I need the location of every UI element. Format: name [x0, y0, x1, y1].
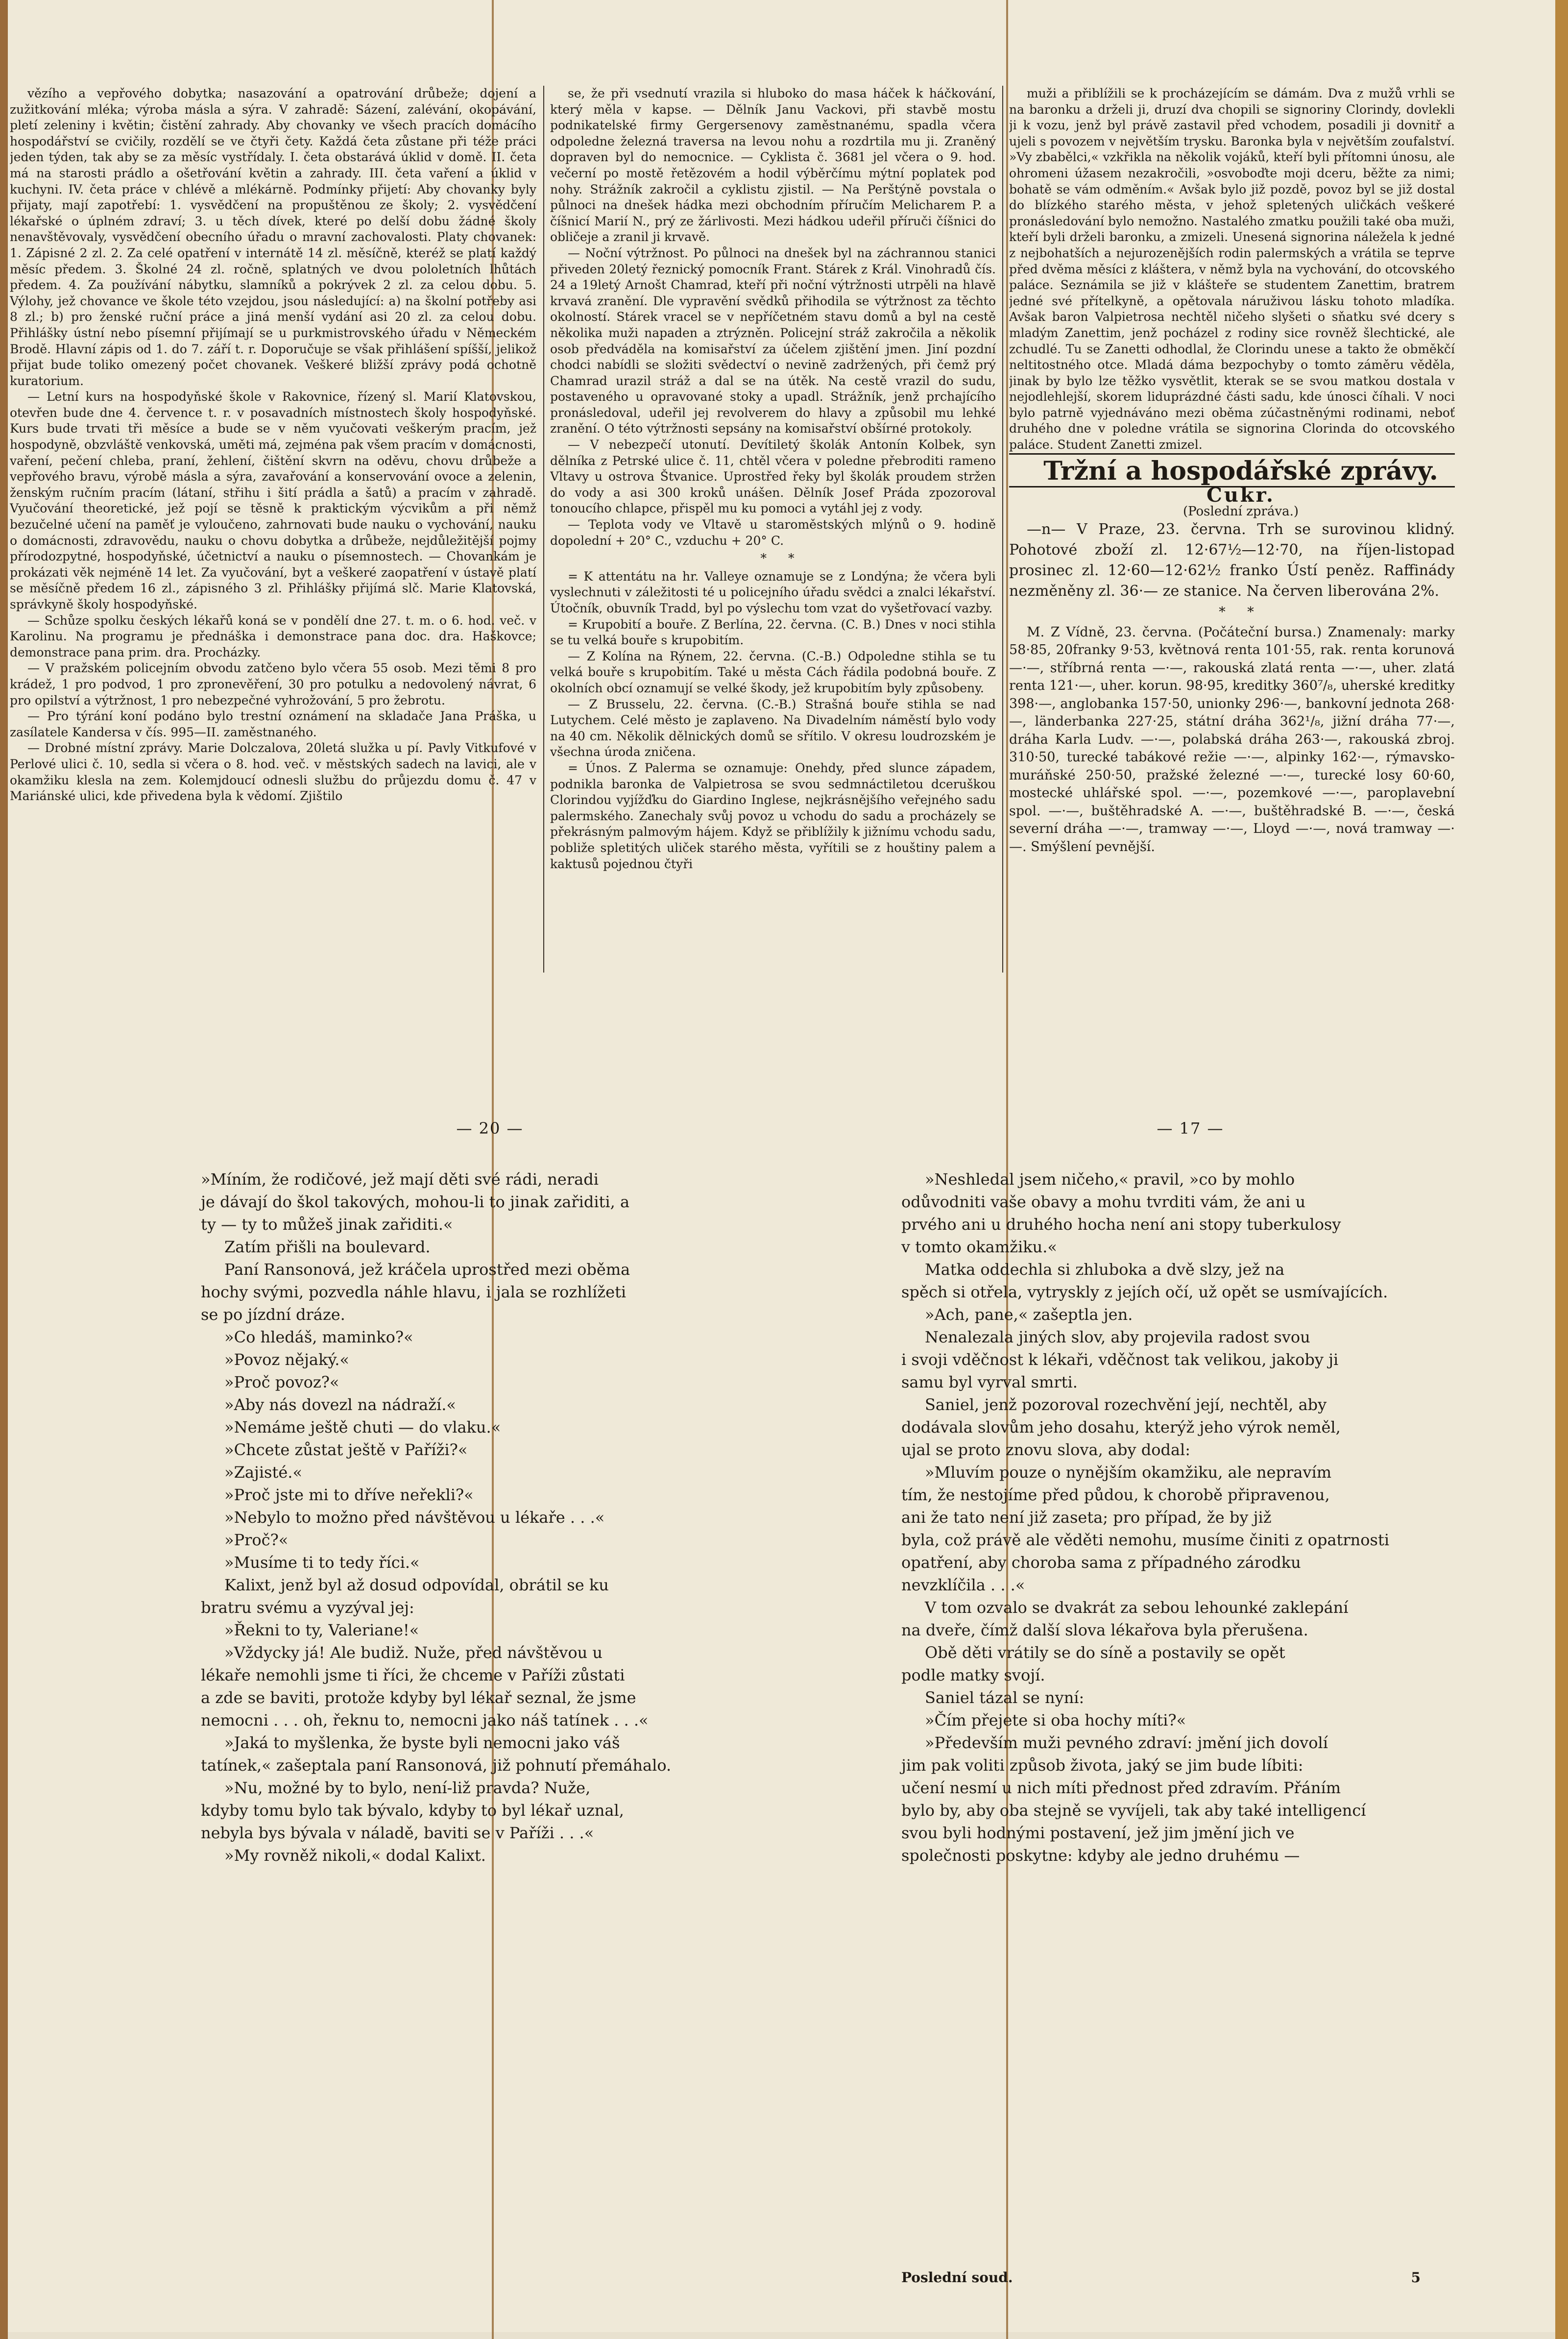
- text-line: »Chcete zůstat ještě v Paříži?«: [224, 1440, 468, 1459]
- book-text: [201, 1168, 779, 1867]
- news-paragraph: — V nebezpečí utonutí. Devítiletý školák Antonín Kolbek, syn dělníka z Petrské ulice č. 11, chtěl včera v poledne přebroditi rameno Vltavy u ostrova Štvanice. Uprostřed řeky byl školák proudem stržen do vody a asi 300 kroků unášen. Dělník Josef Práda zpozoroval tonoucího chlapce, přispěl mu ku pomoci a vytáhl jej z vody.: [550, 438, 996, 516]
- printer-signature: Poslední soud.: [901, 2269, 1013, 2286]
- news-column-3: [1009, 86, 1455, 973]
- text-line: jim pak voliti způsob života, jaký se jim bude líbiti:: [901, 1756, 1303, 1775]
- text-line: opatření, aby choroba sama z případného zárodku: [901, 1553, 1301, 1572]
- text-line: svou byli hodnými postavení, jež jim jmění jich ve: [901, 1824, 1295, 1842]
- text-line: »Proč jste mi to dříve neřekli?«: [224, 1486, 474, 1504]
- newspaper-clipping: [10, 86, 1460, 977]
- text-line: nevzklíčila . . .«: [901, 1576, 1025, 1594]
- text-line: Kalixt, jenž byl až dosud odpovídal, obrátil se ku: [224, 1576, 609, 1594]
- text-line: »Jaká to myšlenka, že byste byli nemocni jako váš: [224, 1733, 620, 1752]
- text-line: »Mluvím pouze o nynějším okamžiku, ale nepravím: [925, 1463, 1332, 1482]
- news-paragraph: — Drobné místní zprávy. Marie Dolczalova, 20letá služka u pí. Pavly Vitkufové v Perlové ulici č. 10, sedla si včera o 8. hod. več. v městských sadech na lavici, ale v okamžiku klesla na zem. Kolemjdoucí odnesli službu do průjezdu domu č. 47 v Mariánské ulici, kde přivedena byla k vědomí. Zjištilo: [10, 741, 536, 804]
- column-rule: [1002, 86, 1003, 973]
- text-line: »Řekni to ty, Valeriane!«: [224, 1621, 419, 1639]
- text-line: společnosti poskytne: kdyby ale jedno druhému —: [901, 1846, 1300, 1865]
- sugar-note: (Poslední zpráva.): [1182, 504, 1299, 519]
- text-line: »Zajisté.«: [224, 1463, 303, 1482]
- news-paragraph: = Únos. Z Palerma se oznamuje: Onehdy, před slunce západem, podnikla baronka de Valpietrosa se svou sedmnáctiletou dceruškou Clorindou vyjížďku do Giardino Inglese, nejkrásnějšího veřejného sadu palermského. Zanechaly svůj povoz u vchodu do sadu a procházely se překrásným palmovým hájem. Když se přiblížily k jižnímu vchodu sadu, pobliže spletitých uliček starého města, vyřítili se z houštiny palem a kaktusů pojednou čtyři: [550, 760, 996, 871]
- text-line: dodávala slovům jeho dosahu, kterýž jeho výrok neměl,: [901, 1418, 1341, 1437]
- text-line: »Vždycky já! Ale budiž. Nuže, před návštěvou u: [224, 1643, 603, 1662]
- text-line: spěch si otřela, vytryskly z jejích očí, už opět se usmívajících.: [901, 1283, 1388, 1301]
- text-line: »Čím přejete si oba hochy míti?«: [925, 1711, 1186, 1730]
- signature-row: [901, 2269, 1479, 2286]
- text-line: Zatím přišli na boulevard.: [224, 1238, 431, 1256]
- text-line: ty — ty to můžeš jinak zařiditi.«: [201, 1215, 453, 1234]
- text-line: »Míním, že rodičové, jež mají děti své rádi, neradi: [201, 1170, 599, 1189]
- book-page-left: [201, 1117, 779, 2303]
- text-line: »Musíme ti to tedy říci.«: [224, 1553, 420, 1572]
- text-line: »Nemáme ještě chuti — do vlaku.«: [224, 1418, 501, 1437]
- news-paragraph: — Letní kurs na hospodyňské škole v Rakovnice, řízený sl. Marií Klatovskou, otevřen bude dne 4. července t. r. v posavadních místnostech školy hospodyňské. Kurs bude trvati tři měsíce a bude se v něm vyučovati veškerým pracím, jež hospodyně, obzvláště venkovská, uměti má, zejména pak všem pracím v domácnosti, vaření, pečení chleba, praní, žehlení, čištění skvrn na oděvu, chovu drůbeže a vepřového bravu, výrobě másla a sýra, zavařování a konservování ovoce a zelenin, ženským ručním pracím (látaní, střihu i šití prádla a šatů) a pracím v zahradě. Vyučování theoretické, jež pojí se těsně k praktickým výcvikům a při němž bezučelné učení na paměť je vyloučeno, zahrnovati bude nauku o vychování, nauku o domácnosti, zdravovědu, nauku o chovu dobytka a drůbeže, nejdůležitější pojmy přírodozpytné, hospodyňské, účetnictví a nauku o písemnostech. — Chovankám je prokázati věk nejméně 14 let. Za vyučování, byt a veškeré zaopatření v ústavě platí se měsíčně předem 16 zl., zápisného 3 zl. Přihlášky přijímá slč. Marie Klatovská, správkyně školy hospodyňské.: [10, 390, 536, 611]
- text-line: a zde se baviti, protože kdyby byl lékař seznal, že jsme: [201, 1688, 636, 1707]
- text-line: V tom ozvalo se dvakrát za sebou lehounké zaklepání: [925, 1598, 1349, 1617]
- text-line: tím, že nestojíme před půdou, k chorobě připravenou,: [901, 1486, 1330, 1504]
- text-line: Obě děti vrátily se do síně a postavily se opět: [925, 1643, 1285, 1662]
- news-paragraph: — Schůze spolku českých lékařů koná se v pondělí dne 27. t. m. o 6. hod. več. v Karolinu. Na programu je přednáška i demonstrace pana doc. dra. Haškovce; demonstrace pana prim. dra. Procházky.: [10, 613, 536, 659]
- text-line: nemocni . . . oh, řeknu to, nemocni jako náš tatínek . . .«: [201, 1711, 649, 1730]
- market-section-title: Tržní a hospodářské zprávy.: [1009, 453, 1455, 488]
- text-line: nebyla bys bývala v náladě, baviti se v Paříži . . .«: [201, 1824, 594, 1842]
- text-line: »Aby nás dovezl na nádraží.«: [224, 1395, 456, 1414]
- vienna-bourse-report: M. Z Vídně, 23. června. (Počáteční bursa.) Znamenaly: marky 58·85, 20franky 9·53, květnová renta 101·55, rak. renta korunová —·—, stříbrná renta —·—, rakouská zlatá renta —·—, uher. zlatá renta 121·—, uher. korun. 98·95, kreditky 360⁷/₈, uherské kreditky 398·—, anglobanka 157·50, unionky 296·—, bankovní jednota 268·—, länderbanka 227·25, státní dráha 362¹/₈, jižní dráha 77·—, dráha Karla Ludv. —·—, polabská dráha 263·—, rakouská zbroj. 310·50, turecké tabákové režie —·—, alpinky 162·—, rýmavsko-muráňské 250·50, pražské železné —·—, turecké losy 60·60, mostecké uhlářské spol. —·—, pozemkové —·—, paroplavební spol. —·—, buštěhradské A. —·—, buštěhradské B. —·—, česká severní dráha —·—, tramway —·—, Lloyd —·—, nová tramway —·—. Smýšlení pevnější.: [1009, 624, 1455, 854]
- news-paragraph: muži a přiblížili se k procházejícím se dámám. Dva z mužů vrhli se na baronku a drželi ji, druzí dva chopili se signoriny Clorindy, dovlekli ji k vozu, jenž byl právě zastavil před vchodem, posadili ji dovnitř a ujeli s povozem v největším trysku. Baronka byla v největším zoufalství. »Vy zbabělci,« vzkřikla na několik vojáků, kteří byli přítomni únosu, ale ohromeni úžasem nezakročili, »osvoboďte moji dceru, běžte za nimi; bohatě se vám odměním.« Avšak bylo již pozdě, povoz byl se již dostal do blízkého starého města, v jehož spletených uličkách veškeré pronásledování bylo nemožno. Nastalého zmatku použili také oba muži, kteří byli drželi baronku, a zmizeli. Unesená signorina náležela k jedné z nejbohatších a nejurozenějších rodin palermských a vrátila se teprve před dvěma měsíci z kláštera, v němž byla na vychování, do otcovského paláce. Seznámila se již v klášteře se studentem Zanettim, bratrem jedné své přítelkyně, a opětovala náruživou lásku tohoto mladíka. Avšak baron Valpietrosa nechtěl ničeho slyšeti o sňatku své dcery s mladým Zanettim, jenž pocházel z rodiny sice rovněž šlechtické, ale zchudlé. Tu se Zanetti odhodlal, že Clorindu unese a takto že obměkčí neltitostného otce. Mladá dáma bezpochyby o tomto záměru věděla, jinak by bylo lze těžko vysvětlit, kterak se se svou matkou dostala v nejodlehlejší, skorem liduprázdné části sadu, kde únosci číhali. V noci bylo patrně vyjednáváno mezi oběma zúčastněnými rodinami, neboť druhého dne v poledne vrátila se signorina Clorinda do otcovského paláce. Student Zanetti zmizel.: [1009, 86, 1455, 452]
- text-line: »Neshledal jsem ničeho,« pravil, »co by mohlo: [925, 1170, 1295, 1189]
- text-line: bylo by, aby oba stejně se vyvíjeli, tak aby také intelligencí: [901, 1801, 1366, 1820]
- book-page-right: [901, 1117, 1479, 2303]
- text-line: Saniel, jenž pozoroval rozechvění její, nechtěl, aby: [925, 1395, 1327, 1414]
- book-text: [901, 1168, 1479, 1867]
- text-line: hochy svými, pozvedla náhle hlavu, i jala se rozhlížeti: [201, 1283, 627, 1301]
- text-line: kdyby tomu bylo tak bývalo, kdyby to byl lékař uznal,: [201, 1801, 624, 1820]
- text-line: »Ach, pane,« zašeptla jen.: [925, 1305, 1133, 1324]
- left-edge-binding: [0, 0, 8, 2339]
- text-line: Matka oddechla si zhluboka a dvě slzy, jež na: [925, 1260, 1285, 1279]
- text-line: je dávají do škol takových, mohou-li to jinak zařiditi, a: [201, 1193, 630, 1211]
- text-line: odůvodniti vaše obavy a mohu tvrditi vám, že ani u: [901, 1193, 1306, 1211]
- column-rule: [543, 86, 544, 973]
- abduction-story: [1009, 86, 1455, 453]
- text-line: v tomto okamžiku.«: [901, 1238, 1057, 1256]
- text-line: se po jízdní dráze.: [201, 1305, 345, 1324]
- text-line: »Nu, možné by to bylo, není-liž pravda? Nuže,: [224, 1779, 591, 1797]
- text-line: »Především muži pevného zdraví: jmění jich dovolí: [925, 1733, 1328, 1752]
- news-paragraph: = Krupobití a bouře. Z Berlína, 22. června. (C. B.) Dnes v noci stihla se tu velká bouře s krupobitím.: [550, 617, 996, 648]
- text-line: prvého ani u druhého hocha není ani stopy tuberkulosy: [901, 1215, 1341, 1234]
- text-line: lékaře nemohli jsme ti říci, že chceme v Paříži zůstati: [201, 1666, 625, 1684]
- text-line: »Proč?«: [224, 1531, 289, 1549]
- text-line: i svoji vděčnost k lékaři, vděčnost tak velikou, jakoby ji: [901, 1350, 1339, 1369]
- news-column-1: [10, 86, 536, 973]
- news-paragraph: — Noční výtržnost. Po půlnoci na dnešek byl na záchrannou stanici přiveden 20letý řeznický pomocník Frant. Stárek z Král. Vinohradů čís. 24 a 19letý Arnošt Chamrad, kteří při noční výtržnosti utrpěli na hlavě krvavá zranění. Dle vypravění svědků přihodila se výtržnost za těchto okolností. Stárek vracel se v nepříčetném stavu domů a byl na cestě několika muži napaden a ztrýzněn. Policejní stráž zakročila a několik osob předváděla na komisařství za účelem zjištění jmen. Jiní pozdní chodci nabídli se složiti svědectví o nevině zadržených, při čemž prý Chamrad urazil stráž a dal se na útěk. Na cestě vrazil do sudu, postaveného u opravované stoky a upadl. Strážník, jenž prchajícího pronásledoval, udeřil jej revolverem do hlavy a způsobil mu lehké zranění. O této výtržnosti sepsány na komisařství obšírné protokoly.: [550, 245, 996, 436]
- separator-stars: * *: [760, 551, 803, 566]
- text-line: učení nesmí u nich míti přednost před zdravím. Přáním: [901, 1779, 1341, 1797]
- news-paragraph: vězího a vepřového dobytka; nasazování a opatrování drůbeže; dojení a zužitkování mléka; výroba másla a sýra. V zahradě: Sázení, zalévání, okopávání, pletí zeleniny i květin; čistění zahrady. Aby chovanky ve všech pracích domácího hospodářství se cvičily, rozdělí se ve čtyři čety. Každá četa zůstane při téže práci jeden týden, tak aby se za měsíc vystřídaly. I. četa obstarává úklid v domě. II. četa má na starosti prádlo a ošetřování květin a zahrady. III. četa vaření a úklid v kuchyni. IV. četa práce v chlévě a mlékárně. Podmínky přijetí: Aby chovanky byly přijaty, mají zapotřebí: 1. vysvědčení na propuštěnou ze školy; 2. vysvědčení lékařské o úplném zdraví; 3. u těch dívek, které po delší dobu žádné školy nenavštěvovaly, vysvědčení obecního úřadu o mravní zachovalosti. Platy chovanek: 1. Zápisné 2 zl. 2. Za celé opatření v internátě 14 zl. měsíčně, kteréž se platí každý měsíc předem. 3. Školné 24 zl. ročně, splatných ve dvou pololetních lhůtách předem. 4. Za používání nábytku, slamníků a pokrývek 2 zl. za celou dobu. 5. Výlohy, jež chovance ve škole této vzejdou, jsou následující: a) na školní potřeby asi 8 zl.; b) pro ženské ruční práce a jiná menší vydání asi 20 zl. za celou dobu. Přihlášky ústní nebo písemní přijímají se u purkmistrovského úřadu v Německém Brodě. Hlavní zápis od 1. do 7. září t. r. Doporučuje se však přihlášení spíšší, jelikož přijat bude toliko omezený počet chovanek. Veškeré bližší zprávy podá ochotně kuratorium.: [10, 86, 536, 388]
- text-line: byla, což právě ale věděti nemohu, musíme činiti z opatrnosti: [901, 1531, 1390, 1549]
- sugar-heading: Cukr.: [1206, 484, 1275, 507]
- text-line: Saniel tázal se nyní:: [925, 1688, 1085, 1707]
- news-paragraph: — Teplota vody ve Vltavě u staroměstských mlýnů o 9. hodině dopolední + 20° C., vzduchu + 20° C.: [550, 517, 996, 548]
- news-paragraph: — Z Brusselu, 22. června. (C.-B.) Strašná bouře stihla se nad Lutychem. Celé město je zaplaveno. Na Divadelním náměstí bylo vody na 40 cm. Několik dělnických domů se sřítilo. V okresu loudrozském je všechna úroda zničena.: [550, 697, 996, 759]
- news-paragraph: se, že při vsednutí vrazila si hluboko do masa háček k háčkování, který měla v kapse. — Dělník Janu Vackovi, při stavbě mostu podnikatelské firmy Gergersenovy zaměstnanému, spadla včera odpoledne železná traversa na levou nohu a rozdrtila mu ji. Zraněný dopraven byl do nemocnice. — Cyklista č. 3681 jel včera o 9. hod. večerní po mostě řetězovém a hodil výběrčímu mýtní poplatek pod nohy. Strážník zakročil a cyklistu zjistil. — Na Perštýně povstala o půlnoci na dnešek hádka mezi obchodním příručím Melicharem P. a číšnicí Marií N., prý ze žárlivosti. Mezi hádkou udeřil příruči číšnici do obličeje a zranil ji krvavě.: [550, 86, 996, 244]
- text-line: »Nebylo to možno před návštěvou u lékaře . . .«: [224, 1508, 605, 1527]
- text-line: »My rovněž nikoli,« dodal Kalixt.: [224, 1846, 486, 1865]
- text-line: »Proč povoz?«: [224, 1373, 339, 1391]
- text-line: bratru svému a vyzýval jej:: [201, 1598, 414, 1617]
- right-edge-binding: [1555, 0, 1568, 2339]
- text-line: Paní Ransonová, jež kráčela uprostřed mezi oběma: [224, 1260, 630, 1279]
- text-line: »Povoz nějaký.«: [224, 1350, 349, 1369]
- sheet-number: 5: [1411, 2269, 1421, 2286]
- news-paragraph: — V pražském policejním obvodu zatčeno bylo včera 55 osob. Mezi těmi 8 pro krádež, 1 pro podvod, 1 pro zpronevěření, 30 pro potulku a nedovolený návrat, 6 pro opilství a výtržnost, 1 pro nebezpečné vyhrožování, 5 pro žebrotu.: [10, 661, 536, 707]
- news-column-2: [550, 86, 996, 973]
- text-line: Nenalezala jiných slov, aby projevila radost svou: [925, 1328, 1310, 1346]
- news-paragraph: = K attentátu na hr. Valleye oznamuje se z Londýna; že včera byli vyslechnuti v záležitosti té u policejního úřadu svědci a znalci lékařství. Útočník, obuvník Tradd, byl po výslechu tom vzat do vyšetřovací vazby.: [550, 569, 996, 615]
- separator-stars: * *: [1219, 605, 1263, 620]
- text-line: na dveře, čímž další slova lékařova byla přerušena.: [901, 1621, 1308, 1639]
- text-line: samu byl vyrval smrti.: [901, 1373, 1078, 1391]
- news-paragraph: — Pro týrání koní podáno bylo trestní oznámení na skladače Jana Práška, u zasílatele Kandersa v čís. 995—II. zaměstnaného.: [10, 709, 536, 739]
- text-line: ani že tato není již zaseta; pro případ, že by již: [901, 1508, 1272, 1527]
- text-line: podle matky svojí.: [901, 1666, 1045, 1684]
- text-line: »Co hledáš, maminko?«: [224, 1328, 413, 1346]
- page-number: — 20 —: [456, 1119, 524, 1138]
- praha-sugar-report: —n— V Praze, 23. června. Trh se surovinou klidný. Pohotové zboží zl. 12·67½—12·70, na říjen-listopad prosinec zl. 12·60—12·62½ franko Ústí peněz. Raffinády nezměněny zl. 36·— ze stanice. Na červen liberována 2%.: [1009, 521, 1455, 600]
- news-paragraph: — Z Kolína na Rýnem, 22. června. (C.-B.) Odpoledne stihla se tu velká bouře s krupobitím. Také u města Cách řádila podobná bouře. Z okolních obcí oznamují se velké škody, jež krupobitím byly způsobeny.: [550, 649, 996, 695]
- page-number: — 17 —: [1157, 1119, 1224, 1138]
- text-line: ujal se proto znovu slova, aby dodal:: [901, 1440, 1191, 1459]
- text-line: tatínek,« zašeptala paní Ransonová, již pohnutí přemáhalo.: [201, 1756, 672, 1775]
